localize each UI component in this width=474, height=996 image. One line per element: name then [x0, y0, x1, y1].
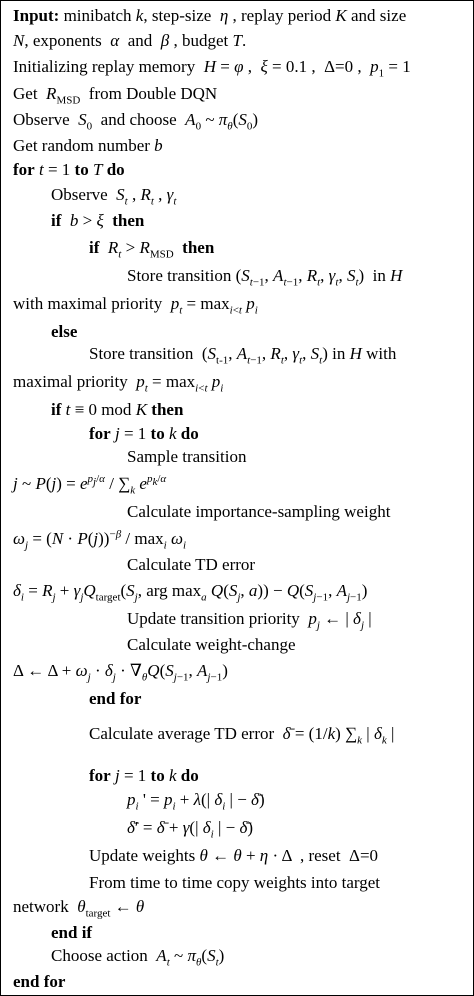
algo-line-end-for-2: end for [13, 972, 66, 991]
algo-line-input-cont: N, exponents α and β , budget T. [13, 31, 247, 50]
algo-line-avg-td: Calculate average TD error δ̄ = (1/k) $\sum_k$ | $\delta_k$ | [89, 724, 395, 747]
algo-line-for-j-2: for j = 1 to k do [89, 766, 199, 785]
algo-line-weight-change-eq: Δ ← $\Delta + \omega_j \cdot \delta_j \cdot \nabla_\theta Q(S_{j-1}$, $A_{j-1}$) [13, 661, 228, 684]
algo-line-input: Input: minibatch k, step-size η , replay period K and size [13, 6, 407, 25]
algo-line-td-error: Calculate TD error [127, 555, 256, 574]
algo-line-if-b: if b > ξ then [51, 211, 145, 230]
algo-line-sample-eq: j ~ $P(j) = e^{p_j/\alpha} / \sum_k$ $e^{p_k/\alpha}$ [13, 473, 167, 497]
algo-line-copy-weights-cont: network $\theta_{target}$ ← θ [13, 897, 145, 920]
algo-line-store-2-cont: maximal priority $p_t = \max_{i<t} p_i$ [13, 372, 224, 395]
algo-line-observe-s0: Observe $S_0$ and choose $A_0$ ~ $\pi_\theta(S_0)$ [13, 110, 259, 133]
algo-line-get-rmsd: Get $R_{MSD}$ from Double DQN [13, 84, 218, 107]
algo-line-observe-st: Observe $S_t$ , $R_t$ , $\gamma_t$ [51, 185, 177, 208]
algo-line-end-for-1: end for [89, 689, 142, 708]
algo-line-else: else [51, 322, 78, 341]
algo-line-pi-update: $p_i$ ' = $p_i + \lambda(|$ $\delta_i$ | − δ̄) [127, 790, 265, 813]
algo-line-for-t: for t = 1 to T do [13, 160, 125, 179]
algo-line-update-weights: Update weights θ ← θ + η · Δ , reset Δ=0 [89, 846, 379, 865]
algo-line-random-b: Get random number b [13, 136, 163, 155]
algo-line-copy-weights: From time to time copy weights into target [89, 873, 381, 892]
algo-line-update-priority: Update transition priority $p_j$ ← | $\delta_j$ | [127, 609, 372, 632]
algo-line-weight-change: Calculate weight-change [127, 635, 296, 654]
algo-line-if-mod: if t ≡ 0 mod K then [51, 400, 184, 419]
algo-line-for-j: for j = 1 to k do [89, 424, 199, 443]
algo-line-end-if: end if [51, 923, 93, 942]
algo-line-store-1: Store transition ($S_{t-1}$, $A_{t-1}$, $R_t$, $\gamma_t$, $S_t$) in H [127, 266, 403, 289]
algo-line-sample: Sample transition [127, 447, 247, 466]
algo-line-store-1-cont: with maximal priority $p_t = \max_{i<t} p_i$ [13, 294, 258, 317]
algo-line-store-2: Store transition ($S_{t-1}$, $A_{t-1}$, $R_t$, $\gamma_t$, $S_t$) in H with [89, 344, 397, 367]
algo-line-init: Initializing replay memory H = φ , ξ = 0.1 , Δ=0 , $p_1 = 1$ [13, 57, 411, 80]
algo-line-is-weight-eq: $\omega_j = (N \cdot P(j))^{-\beta} / \max_i \omega_i$ [13, 528, 187, 552]
algo-line-td-error-eq: $\delta_i = R_j + \gamma_jQ_{target}(S_j$, arg $\max_a Q(S_j$, $a)) - Q(S_{j-1}$, $A_{j-1}$) [13, 581, 368, 604]
algo-line-if-rt: if $R_t > R_{MSD}$ then [89, 238, 215, 261]
algo-line-delta-bar-update: δ̄′ = δ̄ + γ(| $\delta_i$ | − δ̄) [127, 818, 254, 841]
algo-line-is-weight: Calculate importance-sampling weight [127, 502, 391, 521]
algo-line-choose-action: Choose action $A_t$ ~ $\pi_\theta(S_t)$ [51, 946, 225, 969]
